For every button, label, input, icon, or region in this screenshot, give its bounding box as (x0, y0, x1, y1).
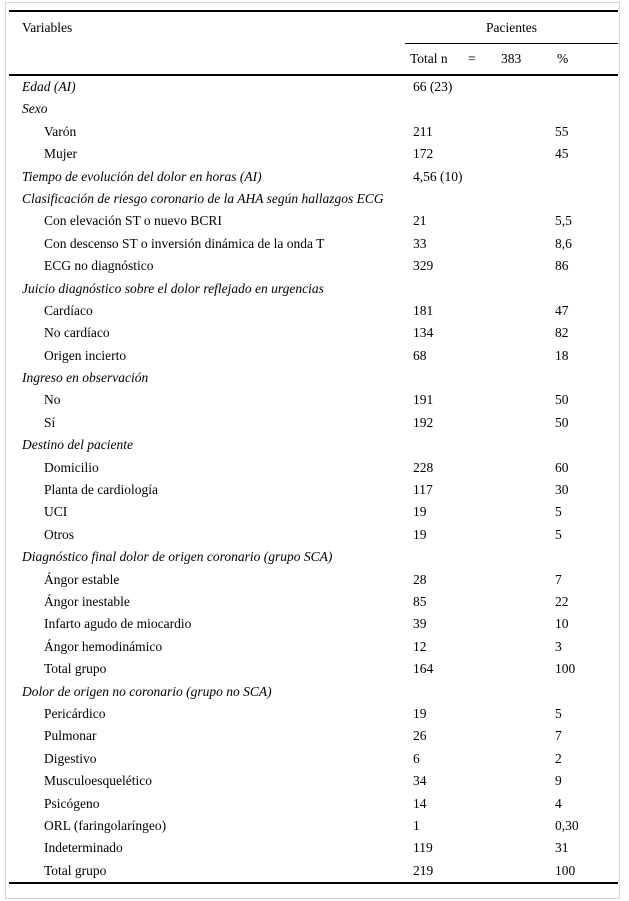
row-total-n-value: 85 (413, 593, 427, 609)
row-label: Sí (44, 414, 56, 430)
row-total-n-value: 172 (413, 146, 434, 162)
table-header-row-1 (9, 10, 618, 44)
row-total-n-value: 68 (413, 347, 427, 363)
row-percent-value (555, 76, 618, 98)
table-row-section (9, 434, 618, 456)
row-percent-value (555, 681, 618, 703)
patients-table (9, 10, 618, 884)
row-label: Musculoesquelético (44, 773, 152, 789)
table-row-item (9, 658, 618, 680)
table-row-section (9, 98, 618, 120)
column-header-pacientes: Pacientes (486, 20, 537, 35)
row-total-n-value: 26 (413, 728, 427, 744)
row-percent-value (555, 166, 618, 188)
row-percent-value: 86 (555, 258, 569, 274)
table-row-item (9, 255, 618, 277)
row-label: Juicio diagnóstico sobre el dolor reflejado en urgencias (22, 280, 324, 296)
row-total-n-value: 164 (413, 661, 434, 677)
table-row-section (9, 367, 618, 389)
subheader-percent-label: % (557, 51, 569, 66)
row-label: Indeterminado (44, 840, 123, 856)
row-label: Planta de cardiología (44, 482, 158, 498)
row-label: Tiempo de evolución del dolor en horas (AI) (22, 168, 262, 184)
table-row-item (9, 860, 618, 882)
table-row-item (9, 837, 618, 859)
table-row-section (9, 188, 618, 210)
row-label: ECG no diagnóstico (44, 258, 154, 274)
row-total-n-value: 1 (413, 817, 420, 833)
table-row-item (9, 770, 618, 792)
row-total-n-value (413, 367, 555, 389)
row-label: Mujer (44, 146, 77, 162)
row-percent-value (555, 188, 618, 210)
row-label: Digestivo (44, 750, 97, 766)
table-row-item (9, 389, 618, 411)
table-row-item (9, 143, 618, 165)
row-label: Otros (44, 526, 74, 542)
table-row-item (9, 793, 618, 815)
row-label: Cardíaco (44, 302, 93, 318)
row-percent-value (555, 434, 618, 456)
row-label: No cardíaco (44, 325, 110, 341)
table-row-item (9, 300, 618, 322)
row-total-n-value: 6 (413, 750, 420, 766)
row-total-n-value: 192 (413, 414, 434, 430)
table-row-item (9, 613, 618, 635)
table-row-item (9, 501, 618, 523)
table-row-item (9, 457, 618, 479)
row-total-n-value (413, 681, 555, 703)
row-label: No (44, 392, 61, 408)
row-label: Ángor hemodinámico (44, 638, 163, 654)
table-body (9, 76, 618, 884)
table-row-variable (9, 166, 618, 188)
table-row-section (9, 546, 618, 568)
row-total-n-value: 14 (413, 795, 427, 811)
row-percent-value: 5 (555, 526, 562, 542)
row-label: Con descenso ST o inversión dinámica de la onda T (44, 235, 325, 251)
row-total-n-value (413, 188, 555, 210)
row-label: Destino del paciente (22, 437, 133, 453)
table-row-item (9, 345, 618, 367)
table-row-section (9, 681, 618, 703)
table-row-variable (9, 76, 618, 98)
subheader-n-value: 383 (501, 51, 522, 66)
row-percent-value: 7 (555, 571, 562, 587)
table-row-item (9, 636, 618, 658)
row-percent-value: 9 (555, 773, 562, 789)
row-total-n-value: 329 (413, 258, 434, 274)
row-total-n-value: 33 (413, 235, 427, 251)
row-total-n-value (413, 434, 555, 456)
row-percent-value: 60 (555, 459, 569, 475)
row-total-n-value: 12 (413, 638, 427, 654)
row-label: Total grupo (44, 661, 107, 677)
row-label: Edad (AI) (22, 79, 76, 94)
row-percent-value: 8,6 (555, 235, 572, 251)
row-label: Pulmonar (44, 728, 97, 744)
table-row-section (9, 278, 618, 300)
row-label: Infarto agudo de miocardio (44, 616, 192, 632)
row-percent-value: 5 (555, 504, 562, 520)
table-row-item (9, 569, 618, 591)
row-total-n-value: 219 (413, 862, 434, 878)
row-total-n-value: 19 (413, 526, 427, 542)
row-total-n-value: 39 (413, 616, 427, 632)
row-percent-value (555, 367, 618, 389)
row-total-n-value (413, 546, 555, 568)
row-total-n-value: 117 (413, 482, 433, 498)
table-row-item (9, 703, 618, 725)
row-total-n-value: 134 (413, 325, 434, 341)
row-percent-value: 31 (555, 840, 569, 856)
row-percent-value: 2 (555, 750, 562, 766)
row-label: Pericárdico (44, 705, 106, 721)
row-percent-value (555, 278, 618, 300)
row-percent-value: 5 (555, 705, 562, 721)
row-total-n-value: 21 (413, 213, 427, 229)
column-header-variables: Variables (22, 20, 73, 35)
row-label: Dolor de origen no coronario (grupo no SCA) (22, 683, 272, 699)
row-label: ORL (faringolaríngeo) (44, 817, 167, 833)
row-total-n-value: 191 (413, 392, 434, 408)
row-total-n-value (413, 98, 555, 120)
row-label: Psicógeno (44, 795, 100, 811)
row-label: Sexo (22, 101, 48, 117)
table-header-row-2 (9, 44, 618, 76)
row-total-n-value: 19 (413, 705, 427, 721)
row-label: Con elevación ST o nuevo BCRI (44, 213, 222, 229)
row-percent-value (555, 98, 618, 120)
row-percent-value: 7 (555, 728, 562, 744)
row-label: Ángor inestable (44, 593, 130, 609)
row-percent-value: 100 (555, 862, 576, 878)
subheader-equals-sign: = (468, 51, 476, 66)
row-percent-value: 10 (555, 616, 569, 632)
table-row-item (9, 412, 618, 434)
row-percent-value: 45 (555, 146, 569, 162)
table-row-item (9, 479, 618, 501)
table-row-item (9, 591, 618, 613)
row-total-n-value: 66 (23) (413, 79, 453, 94)
table-row-item (9, 322, 618, 344)
row-percent-value: 100 (555, 661, 576, 677)
row-label: Origen incierto (44, 347, 127, 363)
table-row-item (9, 815, 618, 837)
row-percent-value: 0,30 (555, 817, 579, 833)
row-total-n-value: 119 (413, 840, 433, 856)
column-group-pacientes (405, 12, 618, 44)
table-row-item (9, 121, 618, 143)
row-total-n-value: 19 (413, 504, 427, 520)
row-total-n-value: 28 (413, 571, 427, 587)
table-row-item (9, 748, 618, 770)
table-row-item (9, 210, 618, 232)
subheader-total-n-label: Total n (410, 51, 448, 66)
table-row-item (9, 725, 618, 747)
row-label: Ingreso en observación (22, 370, 149, 386)
row-label: Clasificación de riesgo coronario de la AHA según hallazgos ECG (22, 190, 384, 206)
row-label: Total grupo (44, 862, 107, 878)
row-total-n-value: 4,56 (10) (413, 168, 463, 184)
row-label: UCI (44, 504, 68, 520)
row-percent-value: 18 (555, 347, 569, 363)
row-total-n-value: 211 (413, 123, 433, 139)
row-total-n-value: 228 (413, 459, 434, 475)
row-percent-value: 5,5 (555, 213, 572, 229)
row-percent-value: 22 (555, 593, 569, 609)
row-total-n-value: 34 (413, 773, 427, 789)
row-percent-value: 47 (555, 302, 569, 318)
row-percent-value: 55 (555, 123, 569, 139)
row-label: Ángor estable (44, 571, 120, 587)
row-percent-value (555, 546, 618, 568)
row-percent-value: 50 (555, 392, 569, 408)
row-total-n-value: 181 (413, 302, 434, 318)
row-percent-value: 3 (555, 638, 562, 654)
row-percent-value: 50 (555, 414, 569, 430)
row-label: Domicilio (44, 459, 99, 475)
row-percent-value: 30 (555, 482, 569, 498)
row-percent-value: 4 (555, 795, 562, 811)
table-row-item (9, 524, 618, 546)
row-total-n-value (413, 278, 555, 300)
row-percent-value: 82 (555, 325, 569, 341)
table-row-item (9, 233, 618, 255)
row-label: Diagnóstico final dolor de origen coronario (grupo SCA) (22, 549, 333, 565)
row-label: Varón (44, 123, 77, 139)
